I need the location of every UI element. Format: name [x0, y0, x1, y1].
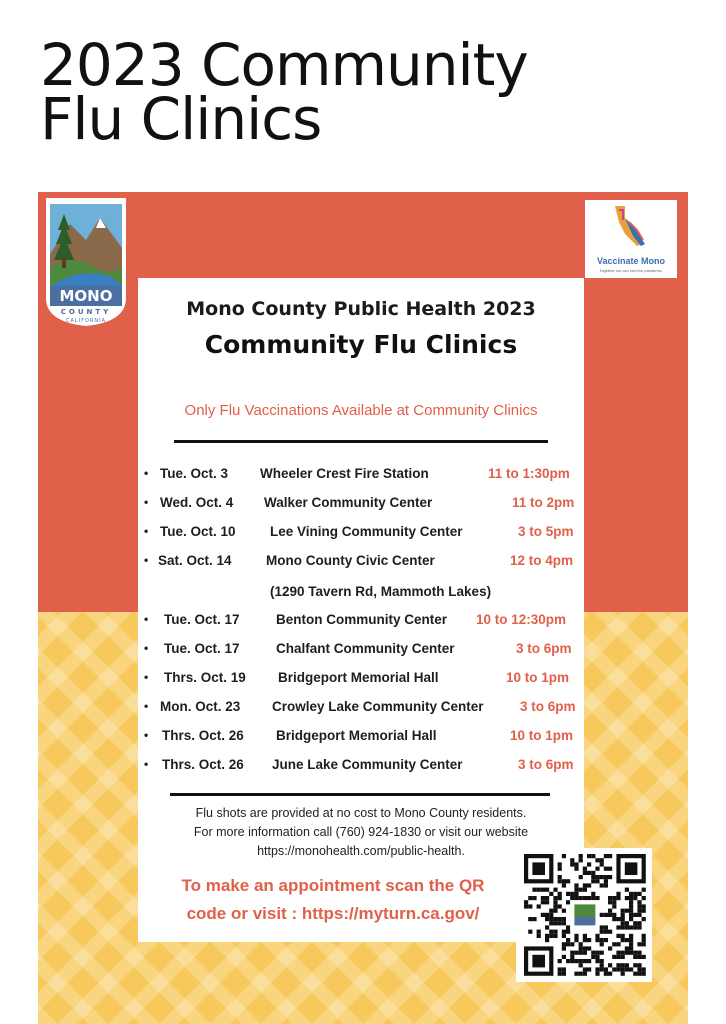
clinic-location: Crowley Lake Community Center: [272, 699, 484, 714]
clinic-time: 12 to 4pm: [510, 553, 574, 568]
divider-bottom: [170, 793, 550, 796]
vaccinate-mono-tagline: Together we can end the pandemic.: [599, 268, 663, 273]
divider-top: [174, 440, 548, 443]
footer-line-2: For more information call (760) 924-1830 or visit our website: [193, 825, 529, 839]
clinic-date: Tue. Oct. 17: [164, 641, 240, 656]
clinic-time: 11 to 1:30pm: [488, 466, 570, 481]
clinic-row: [138, 553, 584, 577]
footer-line-3: https://monohealth.com/public-health.: [257, 844, 465, 858]
clinic-row: [138, 757, 584, 781]
clinic-date: Wed. Oct. 4: [160, 495, 234, 510]
svg-text:COUNTY: COUNTY: [60, 308, 112, 316]
bullet-icon: •: [144, 670, 149, 684]
clinic-time: 11 to 2pm: [512, 495, 575, 510]
mono-county-logo-icon: [42, 194, 130, 328]
bullet-icon: •: [144, 612, 149, 626]
clinic-location: Mono County Civic Center: [266, 553, 435, 568]
bullet-icon: •: [144, 495, 149, 509]
bullet-icon: •: [144, 757, 149, 771]
vaccinate-mono-logo-icon: [585, 200, 677, 278]
bullet-icon: •: [144, 728, 149, 742]
clinic-row: [138, 612, 584, 636]
clinic-row: [138, 728, 584, 752]
clinic-location: Lee Vining Community Center: [270, 524, 463, 539]
clinic-time: 3 to 6pm: [520, 699, 576, 714]
svg-text:CALIFORNIA: CALIFORNIA: [65, 318, 107, 324]
footer-line-1: Flu shots are provided at no cost to Mono County residents.: [195, 806, 527, 820]
svg-text:MONO: MONO: [59, 287, 113, 305]
clinic-date: Tue. Oct. 17: [164, 612, 240, 627]
civic-center-address: (1290 Tavern Rd, Mammoth Lakes): [270, 584, 492, 599]
qr-code-icon: [516, 848, 652, 982]
flyer-main-title: Community Flu Clinics: [204, 330, 518, 359]
page-title-line2: Flu Clinics: [40, 85, 322, 153]
clinic-date: Mon. Oct. 23: [160, 699, 241, 714]
clinic-time: 10 to 12:30pm: [476, 612, 567, 627]
page-title: [40, 31, 700, 153]
bullet-icon: •: [144, 466, 149, 480]
flyer-subtitle: Only Flu Vaccinations Available at Community Clinics: [184, 402, 538, 419]
clinic-location: Benton Community Center: [276, 612, 448, 627]
clinic-date: Tue. Oct. 3: [160, 466, 229, 481]
org-title: Mono County Public Health 2023: [186, 298, 536, 320]
bullet-icon: •: [144, 524, 149, 538]
clinic-time: 3 to 6pm: [518, 757, 574, 772]
bullet-icon: •: [144, 699, 149, 713]
clinic-date: Thrs. Oct. 26: [162, 728, 244, 743]
bullet-icon: •: [144, 641, 149, 655]
appointment-line-2: code or visit : https://myturn.ca.gov/: [186, 904, 480, 923]
clinic-panel: [138, 278, 584, 942]
clinic-date: Thrs. Oct. 26: [162, 757, 244, 772]
clinic-time: 3 to 6pm: [516, 641, 572, 656]
clinic-location: Bridgeport Memorial Hall: [276, 728, 437, 743]
clinic-location: Walker Community Center: [264, 495, 433, 510]
flyer-image: [38, 192, 688, 1024]
clinic-row: [138, 670, 584, 694]
clinic-row: [138, 699, 584, 723]
clinic-time: 10 to 1pm: [506, 670, 570, 685]
clinic-time: 3 to 5pm: [518, 524, 574, 539]
clinic-date: Tue. Oct. 10: [160, 524, 236, 539]
clinic-row: [138, 641, 584, 665]
clinic-row: [138, 524, 584, 548]
appointment-info: [138, 872, 528, 928]
clinic-row: [138, 495, 584, 519]
clinic-date: Thrs. Oct. 19: [164, 670, 246, 685]
clinic-location: Chalfant Community Center: [276, 641, 455, 656]
appointment-line-1: To make an appointment scan the QR: [181, 876, 485, 895]
clinic-location: June Lake Community Center: [272, 757, 463, 772]
page-title-line1: 2023 Community: [40, 31, 528, 99]
clinic-location: Wheeler Crest Fire Station: [260, 466, 429, 481]
clinic-date: Sat. Oct. 14: [158, 553, 232, 568]
vaccinate-mono-name: Vaccinate Mono: [596, 256, 666, 266]
clinic-time: 10 to 1pm: [510, 728, 574, 743]
bullet-icon: •: [144, 553, 149, 567]
clinic-location: Bridgeport Memorial Hall: [278, 670, 439, 685]
clinic-row: [138, 466, 584, 490]
